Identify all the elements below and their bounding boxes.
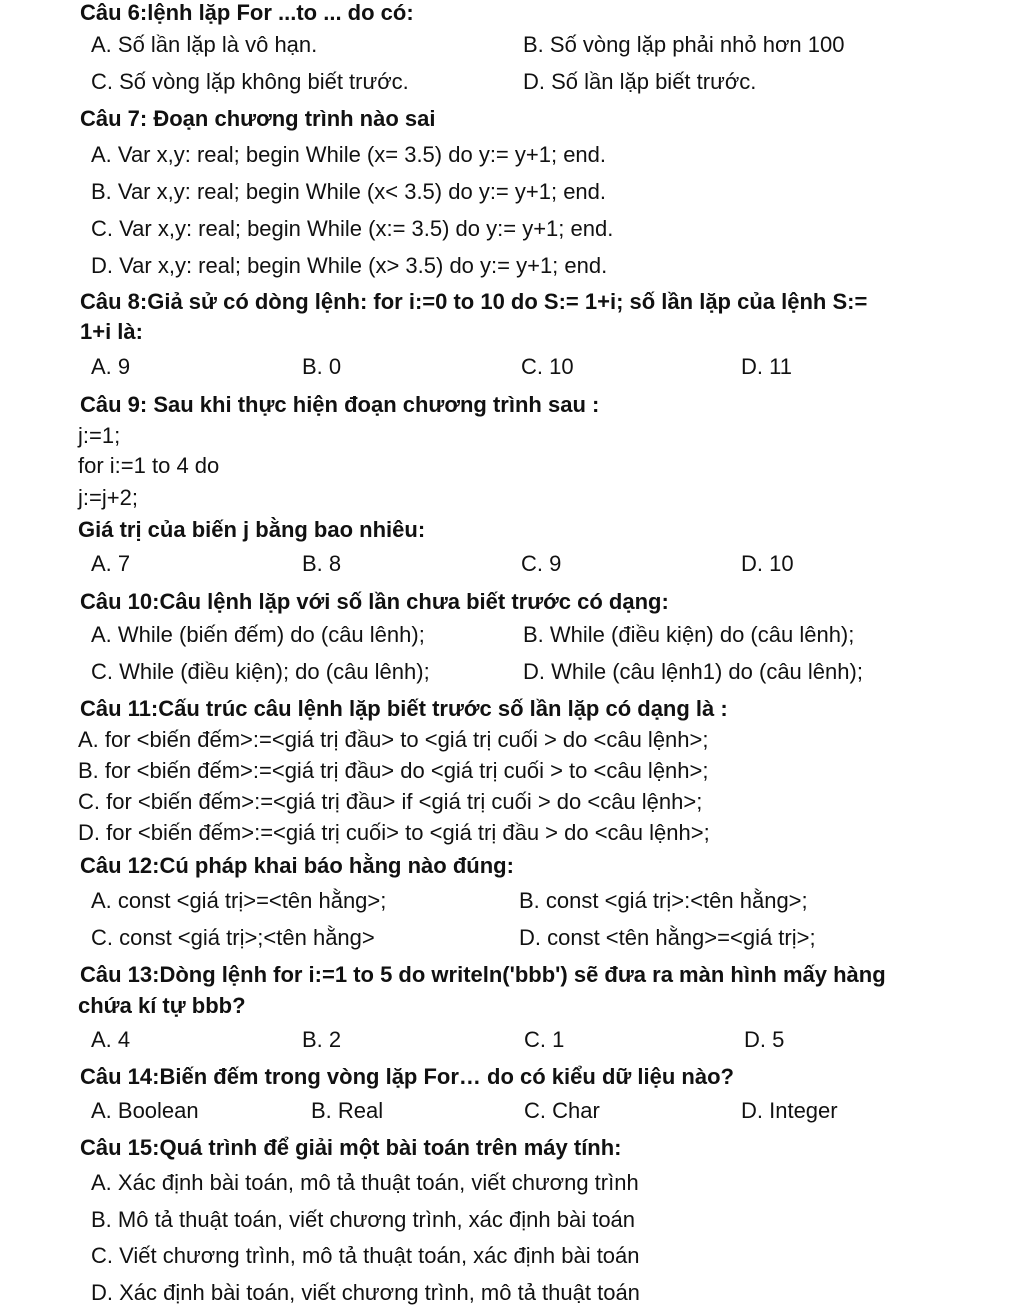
q6-option-b: B. Số vòng lặp phải nhỏ hơn 100	[523, 32, 845, 57]
q13-option-d: D. 5	[744, 1027, 785, 1052]
q12-option-c: C. const <giá trị>;<tên hằng>	[91, 925, 375, 950]
q15-option-c: C. Viết chương trình, mô tả thuật toán, xác định bài toán	[91, 1243, 640, 1268]
q14-title: Câu 14:Biến đếm trong vòng lặp For… do có kiểu dữ liệu nào?	[80, 1064, 734, 1089]
q8-title-line1: Câu 8:Giả sử có dòng lệnh: for i:=0 to 10 do S:= 1+i; số lần lặp của lệnh S:=	[80, 289, 868, 314]
q8-option-d: D. 11	[741, 354, 792, 379]
q10-option-c: C. While (điều kiện); do (câu lênh);	[91, 659, 430, 684]
q7-option-c: C. Var x,y: real; begin While (x:= 3.5) do y:= y+1; end.	[91, 216, 614, 241]
q14-option-a: A. Boolean	[91, 1098, 199, 1123]
q12-option-b: B. const <giá trị>:<tên hằng>;	[519, 888, 808, 913]
q10-option-b: B. While (điều kiện) do (câu lênh);	[523, 622, 855, 647]
q15-option-a: A. Xác định bài toán, mô tả thuật toán, viết chương trình	[91, 1170, 639, 1195]
q12-title: Câu 12:Cú pháp khai báo hằng nào đúng:	[80, 853, 514, 878]
q13-option-b: B. 2	[302, 1027, 342, 1052]
q10-option-d: D. While (câu lệnh1) do (câu lênh);	[523, 659, 863, 684]
q15-option-b: B. Mô tả thuật toán, viết chương trình, xác định bài toán	[91, 1207, 636, 1232]
q14-option-c: C. Char	[524, 1098, 600, 1123]
q10-option-a: A. While (biến đếm) do (câu lênh);	[91, 622, 425, 647]
q8-option-a: A. 9	[91, 354, 131, 379]
q14-option-d: D. Integer	[741, 1098, 838, 1123]
q12-option-a: A. const <giá trị>=<tên hằng>;	[91, 888, 387, 913]
q9-code-line-2: for i:=1 to 4 do	[78, 453, 220, 478]
q15-title: Câu 15:Quá trình để giải một bài toán trên máy tính:	[80, 1135, 622, 1160]
q7-option-b: B. Var x,y: real; begin While (x< 3.5) do y:= y+1; end.	[91, 179, 607, 204]
q11-title: Câu 11:Cấu trúc câu lệnh lặp biết trước số lần lặp có dạng là :	[80, 696, 728, 721]
q11-option-b: B. for <biến đếm>:=<giá trị đầu> do <giá trị cuối > to <câu lệnh>;	[78, 758, 709, 783]
q9-code-line-1: j:=1;	[78, 423, 121, 448]
q10-title: Câu 10:Câu lệnh lặp với số lần chưa biết trước có dạng:	[80, 589, 669, 614]
q13-option-a: A. 4	[91, 1027, 131, 1052]
q6-title: Câu 6:lệnh lặp For ...to ... do có:	[80, 0, 414, 25]
q6-option-d: D. Số lần lặp biết trước.	[523, 69, 757, 94]
q7-option-d: D. Var x,y: real; begin While (x> 3.5) do y:= y+1; end.	[91, 253, 608, 278]
q9-option-d: D. 10	[741, 551, 794, 576]
q9-option-b: B. 8	[302, 551, 342, 576]
q6-option-c: C. Số vòng lặp không biết trước.	[91, 69, 409, 94]
q7-title: Câu 7: Đoạn chương trình nào sai	[80, 106, 436, 131]
q15-option-d: D. Xác định bài toán, viết chương trình, mô tả thuật toán	[91, 1280, 640, 1305]
q13-title-line2: chứa kí tự bbb?	[78, 993, 246, 1018]
q11-option-a: A. for <biến đếm>:=<giá trị đầu> to <giá trị cuối > do <câu lệnh>;	[78, 727, 709, 752]
q9-code-line-3: j:=j+2;	[78, 485, 138, 510]
q8-option-b: B. 0	[302, 354, 342, 379]
q8-option-c: C. 10	[521, 354, 574, 379]
q14-option-b: B. Real	[311, 1098, 384, 1123]
q11-option-c: C. for <biến đếm>:=<giá trị đầu> if <giá trị cuối > do <câu lệnh>;	[78, 789, 703, 814]
q11-option-d: D. for <biến đếm>:=<giá trị cuối> to <giá trị đầu > do <câu lệnh>;	[78, 820, 710, 845]
q9-title: Câu 9: Sau khi thực hiện đoạn chương trình sau :	[80, 392, 600, 417]
q12-option-d: D. const <tên hằng>=<giá trị>;	[519, 925, 816, 950]
q9-question: Giá trị của biến j bằng bao nhiêu:	[78, 517, 426, 542]
q7-option-a: A. Var x,y: real; begin While (x= 3.5) do y:= y+1; end.	[91, 142, 607, 167]
q9-option-c: C. 9	[521, 551, 562, 576]
q8-title-line2: 1+i là:	[80, 319, 143, 344]
q9-option-a: A. 7	[91, 551, 131, 576]
q13-title-line1: Câu 13:Dòng lệnh for i:=1 to 5 do writeln('bbb') sẽ đưa ra màn hình mấy hàng	[80, 962, 886, 987]
q6-option-a: A. Số lần lặp là vô hạn.	[91, 32, 318, 57]
q13-option-c: C. 1	[524, 1027, 565, 1052]
